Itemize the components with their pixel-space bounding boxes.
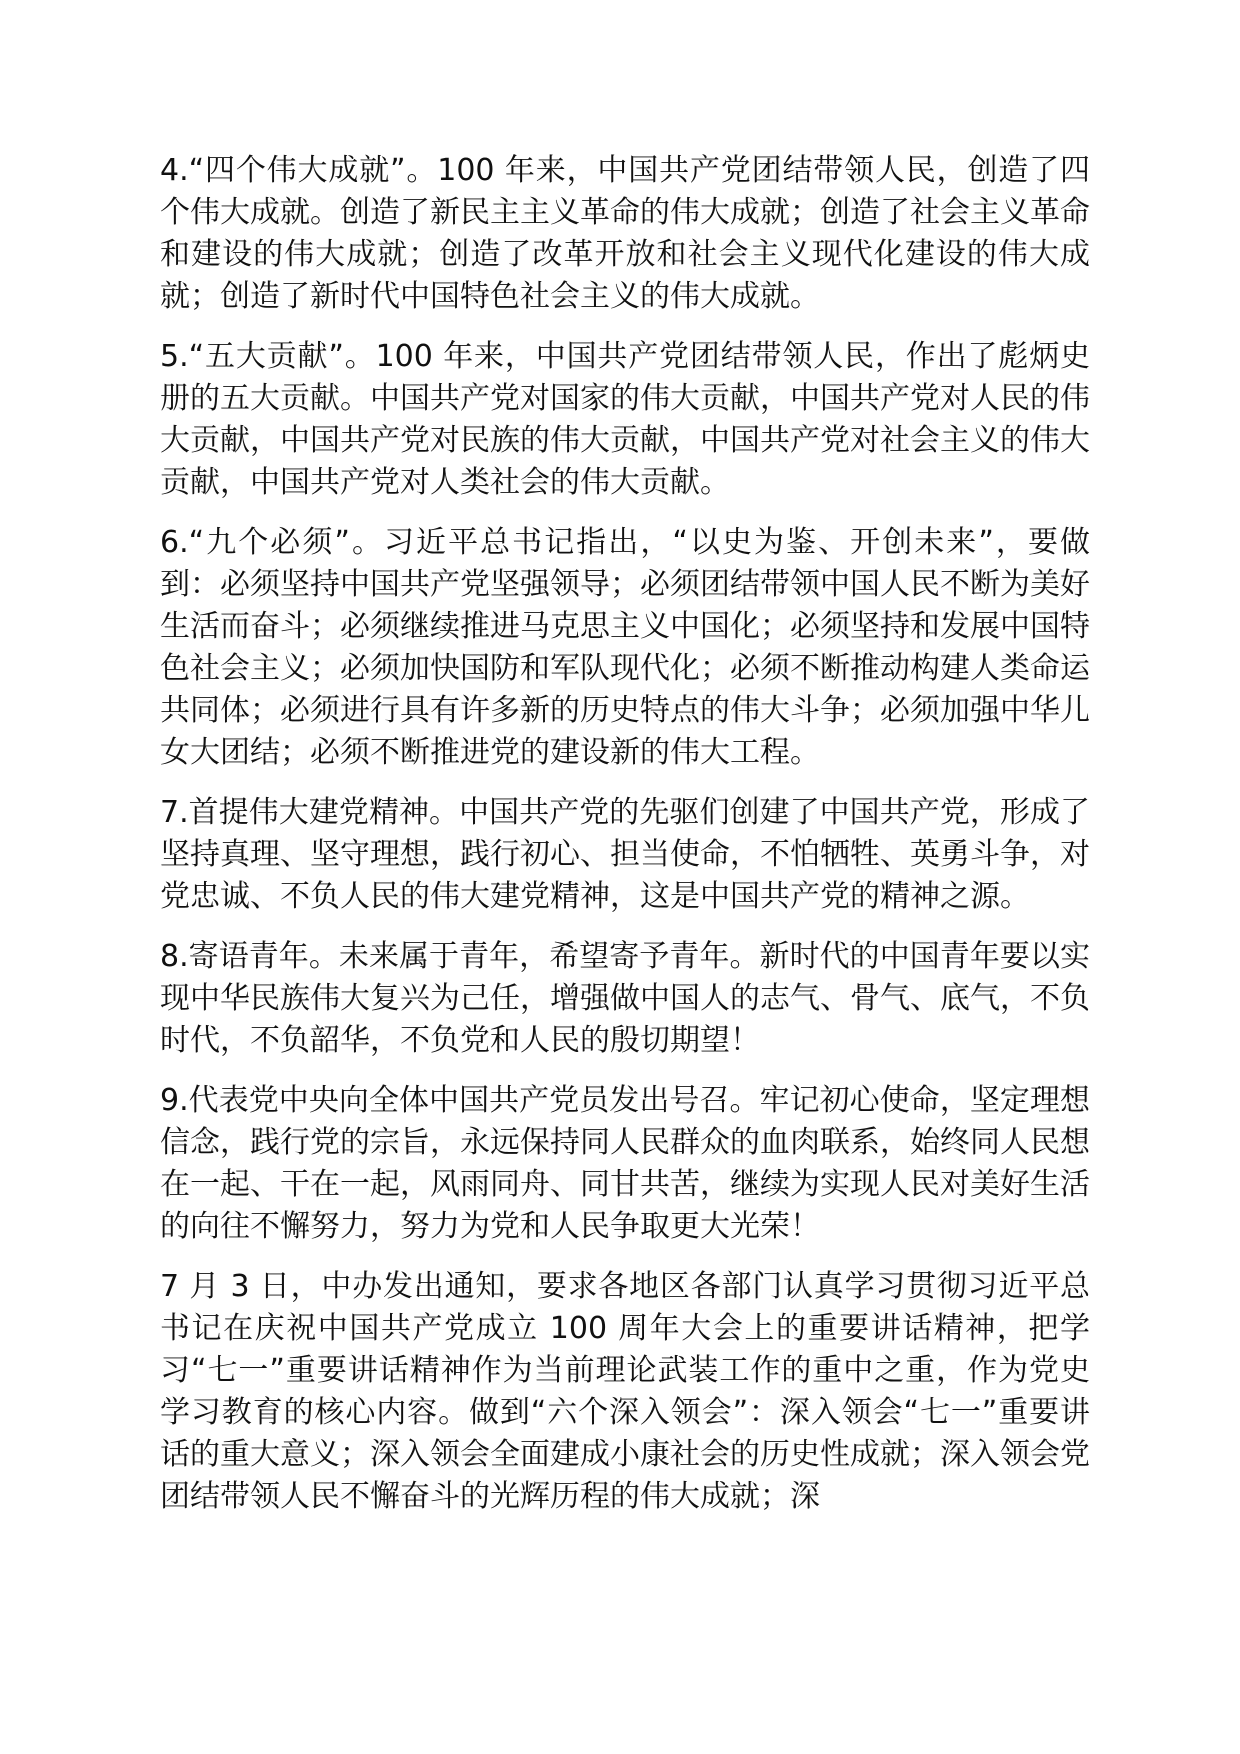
paragraph-five-contributions: 5.“五大贡献”。100 年来，中国共产党团结带领人民，作出了彪炳史册的五大贡献。中国共产党对国家的伟大贡献，中国共产党对人民的伟大贡献，中国共产党对民族的伟大贡献，中国共产党对社会主义的伟大贡献，中国共产党对人类社会的伟大贡献。 — [160, 339, 1090, 500]
paragraph-nine-musts: 6.“九个必须”。习近平总书记指出，“以史为鉴、开创未来”，要做到：必须坚持中国共产党坚强领导；必须团结带领中国人民不断为美好生活而奋斗；必须继续推进马克思主义中国化；必须坚持和发展中国特色社会主义；必须加快国防和军队现代化；必须不断推动构建人类命运共同体；必须进行具有许多新的历史特点的伟大斗争；必须加强中华儿女大团结；必须不断推进党的建设新的伟大工程。 — [160, 525, 1090, 770]
paragraph-four-achievements: 4.“四个伟大成就”。100 年来，中国共产党团结带领人民，创造了四个伟大成就。创造了新民主主义革命的伟大成就；创造了社会主义革命和建设的伟大成就；创造了改革开放和社会主义现代化建设的伟大成就；创造了新时代中国特色社会主义的伟大成就。 — [160, 153, 1090, 314]
paragraph-july-notice: 7 月 3 日，中办发出通知，要求各地区各部门认真学习贯彻习近平总书记在庆祝中国共产党成立 100 周年大会上的重要讲话精神，把学习“七一”重要讲话精神作为当前理论武装工作的重中之重，作为党史学习教育的核心内容。做到“六个深入领会”：深入领会“七一”重要讲话的重大意义；深入领会全面建成小康社会的历史性成就；深入领会党团结带领人民不懈奋斗的光辉历程的伟大成就；深 — [160, 1269, 1090, 1514]
paragraph-call-to-members: 9.代表党中央向全体中国共产党员发出号召。牢记初心使命，坚定理想信念，践行党的宗旨，永远保持同人民群众的血肉联系，始终同人民想在一起、干在一起，风雨同舟、同甘共苦，继续为实现人民对美好生活的向往不懈努力，努力为党和人民争取更大光荣！ — [160, 1083, 1090, 1244]
paragraph-youth-message: 8.寄语青年。未来属于青年，希望寄予青年。新时代的中国青年要以实现中华民族伟大复兴为己任，增强做中国人的志气、骨气、底气，不负时代，不负韶华，不负党和人民的殷切期望！ — [160, 939, 1090, 1058]
paragraph-party-spirit: 7.首提伟大建党精神。中国共产党的先驱们创建了中国共产党，形成了坚持真理、坚守理想，践行初心、担当使命，不怕牺牲、英勇斗争，对党忠诚、不负人民的伟大建党精神，这是中国共产党的精神之源。 — [160, 795, 1090, 914]
